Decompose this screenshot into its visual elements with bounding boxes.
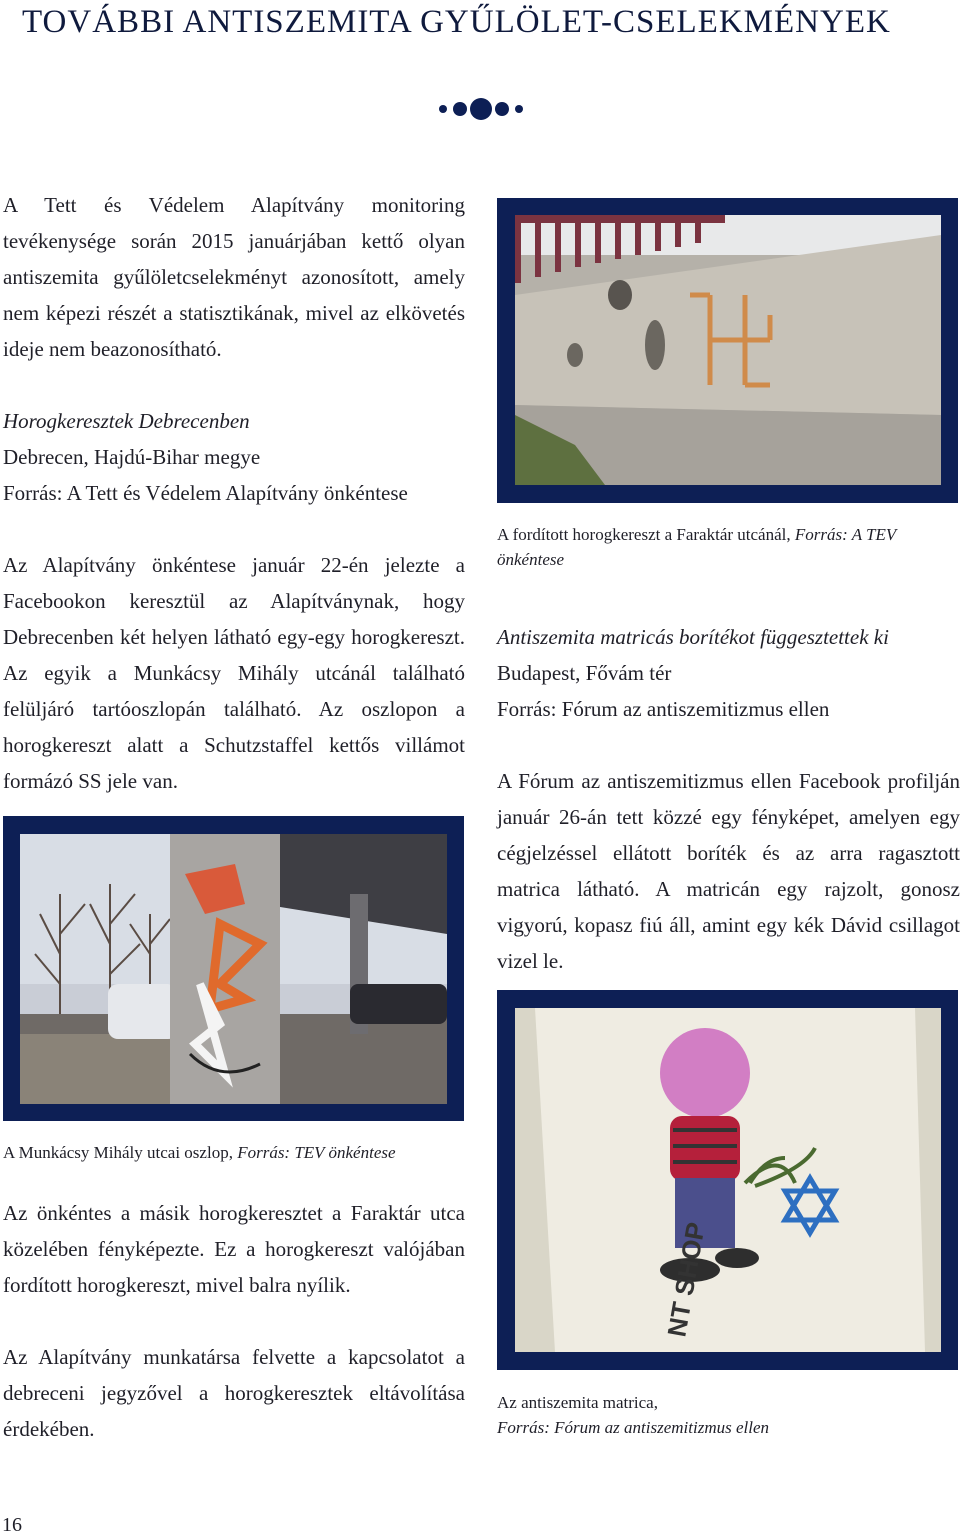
wall-caption-source: Forrás: A TEV önkéntese — [497, 525, 896, 569]
wall-photo — [515, 215, 941, 485]
incident1-body2: Az önkéntes a másik horogkeresztet a Faraktár utca közelében fényképezte. Ez a horogkereszt valójában fordított horogkereszt, mivel balra nyílik. — [3, 1201, 465, 1297]
incident2-heading: Antiszemita matricás borítékot függesztettek ki — [497, 625, 889, 649]
intro-paragraph: A Tett és Védelem Alapítvány monitoring tevékenysége során 2015 januárjában kettő olyan antiszemita gyűlöletcselekményt azonosított, amely nem képezi részét a statisztikának, mivel az elkövetés ideje nem beazonosítható. — [3, 193, 465, 361]
sticker-photo-caption — [497, 1390, 952, 1440]
incident1-heading: Horogkeresztek Debrecenben — [3, 409, 250, 433]
envelope-brand-text: NT SHOP — [661, 1220, 711, 1340]
incident2-body: A Fórum az antiszemitizmus ellen Facebook profilján január 26-án tett közzé egy fényképet, amelyen egy cégjelzéssel ellátott boríték és az arra ragasztott matrica látható. A matricán egy rajzolt, gonosz vigyorú, kopasz fiú áll, amint egy kék Dávid csillagot vizel le. — [497, 769, 960, 973]
wall-photo-caption — [497, 522, 952, 572]
pillar-caption-main: A Munkácsy Mihály utcai oszlop, — [3, 1143, 238, 1162]
sticker-caption-source: Forrás: Fórum az antiszemitizmus ellen — [497, 1418, 769, 1437]
sticker-photo — [515, 1008, 941, 1352]
incident1-body3: Az Alapítvány munkatársa felvette a kapcsolatot a debreceni jegyzővel a horogkeresztek eltávolítása érdekében. — [3, 1345, 465, 1441]
sticker-caption-main: Az antiszemita matrica, — [497, 1393, 658, 1412]
wall-caption-main: A fordított horogkereszt a Faraktár utcánál, — [497, 525, 795, 544]
page-number: 16 — [2, 1514, 22, 1536]
decorative-dots-icon — [438, 96, 524, 122]
incident2-source: Forrás: Fórum az antiszemitizmus ellen — [497, 697, 830, 721]
page-title: TOVÁBBI ANTISZEMITA GYŰLÖLET-CSELEKMÉNYEK — [22, 4, 891, 40]
pillar-caption-source: Forrás: TEV önkéntese — [237, 1143, 396, 1162]
incident1-body: Az Alapítvány önkéntese január 22-én jelezte a Facebookon keresztül az Alapítványnak, hogy Debrecenben két helyen látható egy-egy horogkereszt. Az egyik a Munkácsy Mihály utcánál található felüljáró tartóoszlopán található. Az oszlopon a horogkereszt alatt a Schutzstaffel kettős villámot formázó SS jele van. — [3, 553, 465, 793]
incident2-location: Budapest, Fővám tér — [497, 661, 672, 685]
incident1-location: Debrecen, Hajdú-Bihar megye — [3, 445, 261, 469]
incident1-source: Forrás: A Tett és Védelem Alapítvány önkéntese — [3, 481, 408, 505]
pillar-photo — [20, 834, 447, 1104]
pillar-photo-caption — [3, 1140, 473, 1165]
